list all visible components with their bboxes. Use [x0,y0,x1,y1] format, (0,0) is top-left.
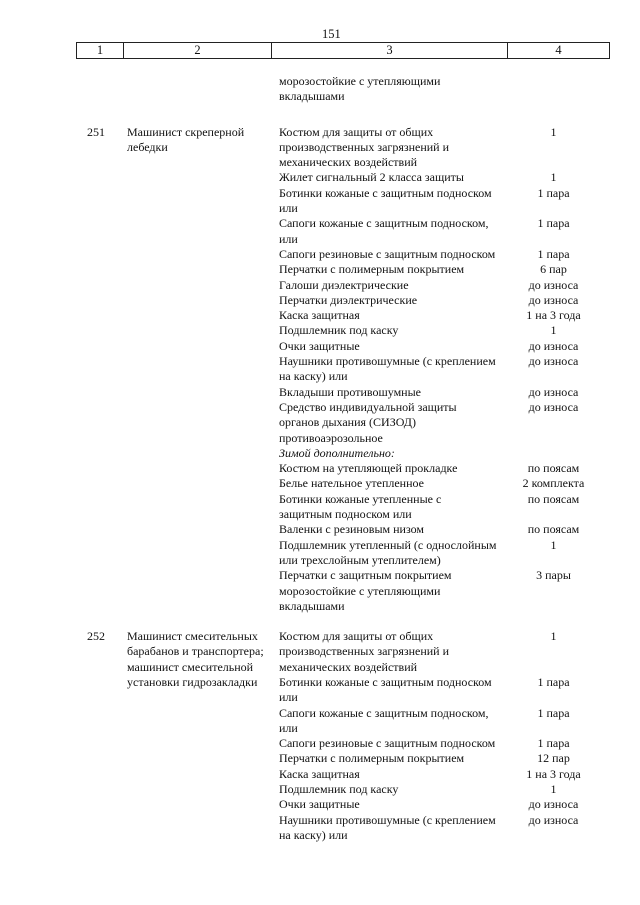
ppe-item [279,736,610,751]
ppe-item [279,568,610,614]
ppe-item [279,278,610,293]
ppe-item-list [279,74,610,105]
profession-name: Машинист скреперной лебедки [127,124,245,154]
ppe-item-list [279,629,610,843]
ppe-item-list [279,125,610,615]
ppe-item-quantity: до износа [528,812,579,827]
ppe-item-name: Костюм для защиты от общих производственных загрязнений и механических воздействий [279,124,450,170]
ppe-item-name: Валенки с резиновым низом [279,522,425,537]
header-col-2: 2 [194,43,201,57]
ppe-item [279,125,610,171]
ppe-item [279,629,610,675]
ppe-item-name: Наушники противошумные (с креплением на каску) или [279,812,496,842]
ppe-item-name: Наушники противошумные (с креплением на каску) или [279,354,496,384]
ppe-item-quantity: до износа [528,292,579,307]
page-number: 151 [322,27,341,41]
ppe-item-quantity: 1 пара [537,674,570,689]
ppe-item-quantity: до износа [528,384,579,399]
ppe-item-quantity: 6 пар [540,262,567,277]
ppe-item-quantity: 1 пара [537,736,570,751]
ppe-item-name: Белье нательное утепленное [279,476,424,491]
header-col-4: 4 [555,43,562,57]
ppe-item [279,797,610,812]
header-col-1: 1 [96,43,104,57]
table-body [0,74,640,843]
ppe-item-name: Галоши диэлектрические [279,277,409,292]
ppe-item [279,385,610,400]
ppe-item-quantity: 1 [550,323,557,338]
ppe-item-name: морозостойкие с утепляющими вкладышами [279,74,441,104]
table-row [0,125,640,615]
ppe-item-quantity: по поясам [527,491,580,506]
ppe-item [279,293,610,308]
ppe-item-quantity: 12 пар [537,751,570,766]
ppe-item-quantity: по поясам [527,461,580,476]
ppe-item-quantity: до износа [528,338,579,353]
ppe-item [279,323,610,338]
ppe-item-name: Каска защитная [279,766,360,781]
table-header [76,42,610,59]
ppe-item [279,675,610,706]
ppe-item-quantity: 1 пара [537,216,570,231]
row-number: 252 [87,629,105,644]
ppe-item-quantity: 1 на 3 года [526,308,581,323]
ppe-item [279,767,610,782]
ppe-item-quantity: до износа [528,277,579,292]
ppe-item-name: Очки защитные [279,797,360,812]
ppe-item-quantity: 1 [550,629,557,644]
ppe-item-quantity: 1 [550,124,557,139]
table-row [0,629,640,843]
ppe-item [279,354,610,385]
ppe-item [279,538,610,569]
ppe-item-name: Подшлемник под каску [279,323,399,338]
ppe-item-name: Сапоги кожаные с защитным подноском, или [279,705,489,735]
ppe-item-name: Сапоги кожаные с защитным подноском, или [279,216,489,246]
ppe-item-name: Средство индивидуальной защиты органов дыхания (СИЗОД) противоаэрозольное [279,399,457,445]
ppe-item-name: Вкладыши противошумные [279,384,421,399]
ppe-item [279,170,610,185]
ppe-item-quantity: 3 пары [536,568,571,583]
ppe-item-quantity: 1 на 3 года [526,766,581,781]
ppe-item [279,339,610,354]
ppe-item [279,216,610,247]
ppe-item-name: Сапоги резиновые с защитным подноском [279,736,496,751]
ppe-item-quantity: до износа [528,399,579,414]
ppe-item [279,492,610,523]
ppe-item [279,706,610,737]
ppe-item [279,446,610,461]
header-col-3: 3 [386,43,393,57]
ppe-item [279,262,610,277]
ppe-item-name: Жилет сигнальный 2 класса защиты [279,170,464,185]
ppe-item-quantity: по поясам [527,522,580,537]
row-number: 251 [87,124,105,139]
ppe-item-name: Перчатки с защитным покрытием морозостойкие с утепляющими вкладышами [279,568,452,613]
ppe-item-name: Перчатки диэлектрические [279,292,418,307]
ppe-item-name: Ботинки кожаные с защитным подноском или [279,674,492,705]
ppe-item-name: Костюм для защиты от общих производственных загрязнений и механических воздействий [279,629,450,674]
ppe-item [279,247,610,262]
ppe-item [279,186,610,217]
ppe-item-quantity: до износа [528,354,579,369]
ppe-item-quantity: 1 пара [537,185,570,200]
ppe-item-name: Перчатки с полимерным покрытием [279,262,465,277]
ppe-item [279,813,610,844]
ppe-item-quantity: 1 пара [537,705,570,720]
ppe-item-quantity: 2 комплекта [522,476,585,491]
ppe-item-quantity: 1 [550,170,557,185]
ppe-item-name: Подшлемник утепленный (с однослойным или трехслойным утеплителем) [279,537,497,567]
ppe-item [279,461,610,476]
ppe-item-quantity: до износа [528,797,579,812]
ppe-item-quantity: 1 пара [537,246,570,261]
ppe-item-name: Каска защитная [279,308,360,323]
ppe-item [279,74,610,105]
ppe-item-name: Сапоги резиновые с защитным подноском [279,246,496,261]
ppe-item-name: Очки защитные [279,338,360,353]
profession-name: Машинист смесительных барабанов и транспортера; машинист смесительной установки гидрозакладки [127,629,264,689]
ppe-item-name: Зимой дополнительно: [279,445,395,460]
ppe-item [279,751,610,766]
ppe-item-name: Ботинки кожаные с защитным подноском или [279,185,492,216]
ppe-item [279,400,610,446]
ppe-item [279,522,610,537]
ppe-item-quantity: 1 [550,537,557,552]
ppe-item-quantity: 1 [550,782,557,797]
ppe-item [279,782,610,797]
table-row [0,74,640,105]
ppe-item-name: Костюм на утепляющей прокладке [279,461,458,476]
ppe-item-name: Перчатки с полимерным покрытием [279,751,465,766]
ppe-item [279,476,610,491]
ppe-item-name: Ботинки кожаные утепленные с защитным подноском или [279,491,442,522]
ppe-item [279,308,610,323]
ppe-item-name: Подшлемник под каску [279,782,399,797]
